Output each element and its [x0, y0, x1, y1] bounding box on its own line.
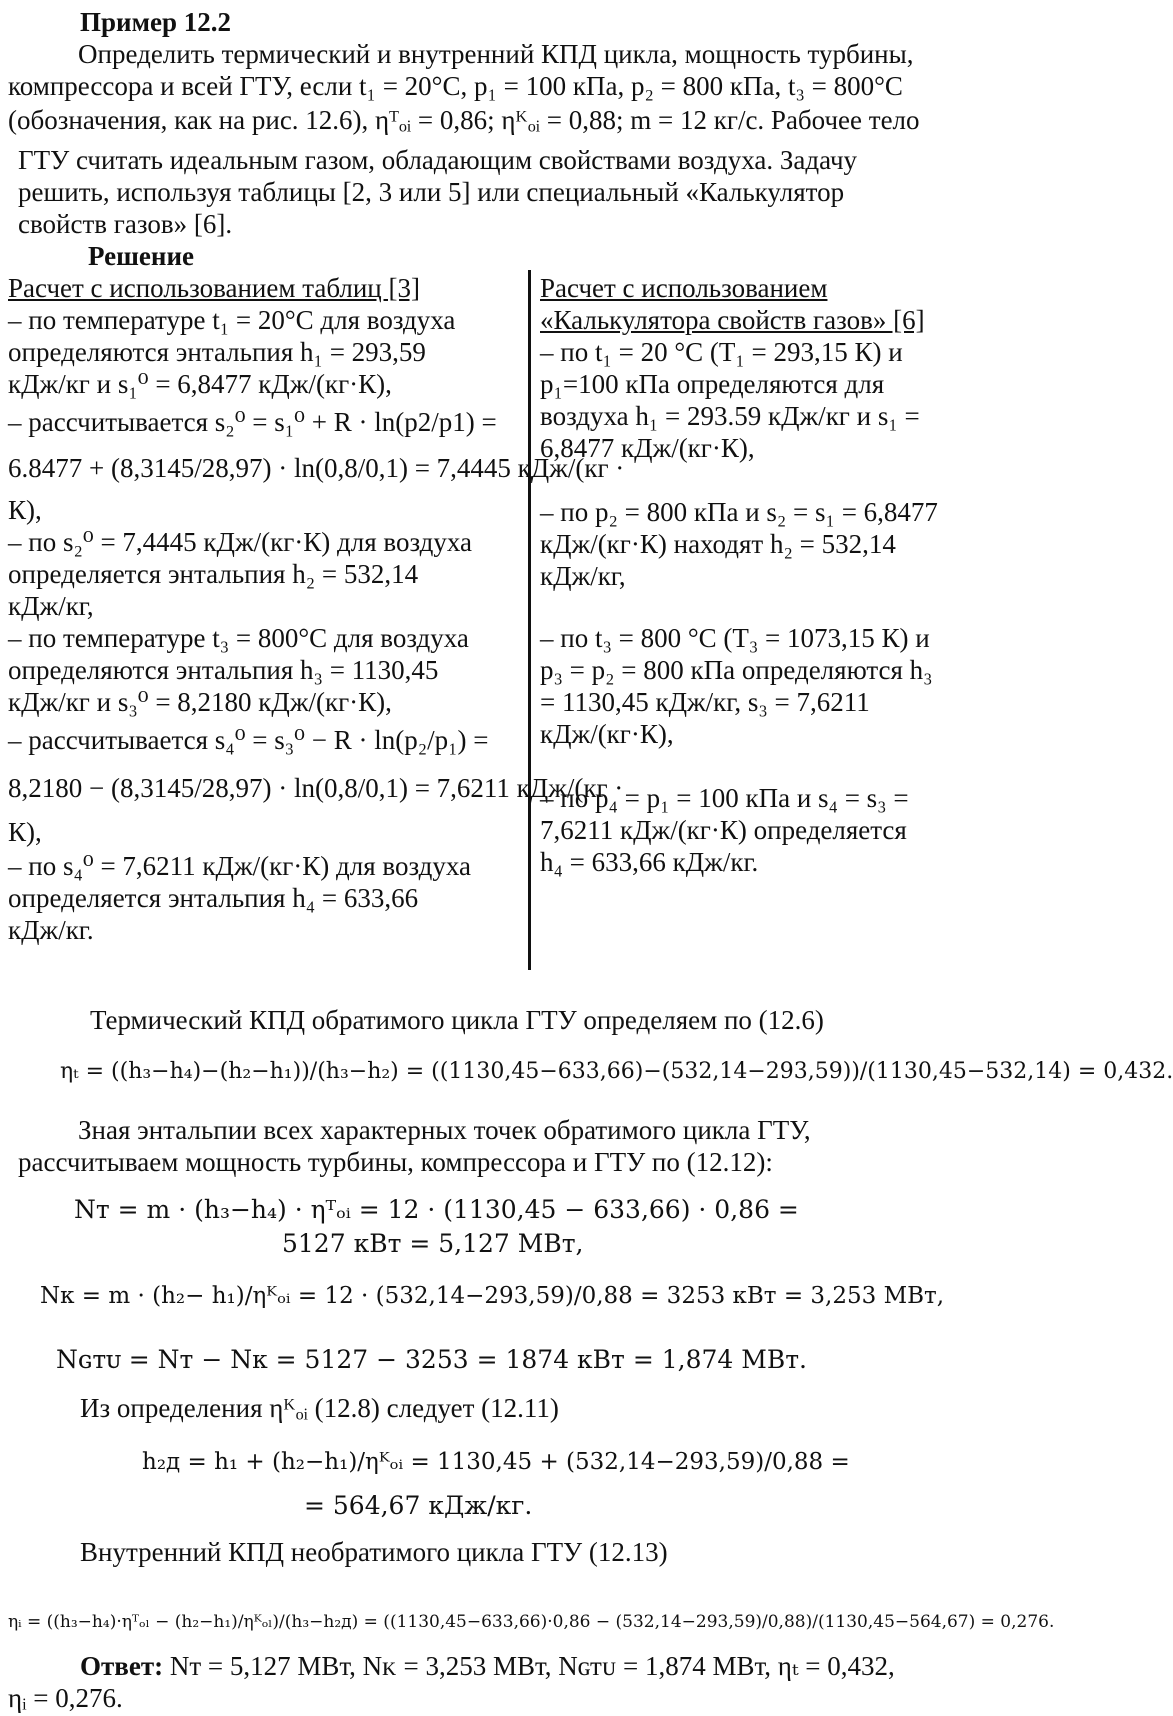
left-line: К), — [8, 495, 42, 525]
left-line: кДж/кг, — [8, 591, 94, 621]
statement-line-3: (обозначения, как на рис. 12.6), ηᵀₒᵢ = 0,86; ηᴷₒᵢ = 0,88; m = 12 кг/с. Рабочее тело — [8, 105, 920, 135]
right-line: p₁=100 кПа определяются для — [540, 369, 885, 399]
right-column-heading-1: Расчет с использованием — [540, 273, 828, 303]
solution-heading: Решение — [88, 241, 194, 271]
left-line: 8,2180 − (8,3145/28,97) · ln(0,8/0,1) = 7,6211 кДж/(кг · — [8, 773, 624, 803]
left-line: – рассчитывается s₂⁰ = s₁⁰ + R · ln(p2/p1) = — [8, 407, 497, 437]
statement-line-1: Определить термический и внутренний КПД цикла, мощность турбины, — [78, 39, 914, 69]
eta-t-formula: ηₜ = ((h₃−h₄)−(h₂−h₁))/(h₃−h₂) = ((1130,45−633,66)−(532,14−293,59))/(1130,45−532,14) = 0,432. — [60, 1059, 1173, 1084]
right-line: – по t₁ = 20 °С (T₁ = 293,15 К) и — [540, 337, 903, 367]
left-line: определяются энтальпия h₁ = 293,59 — [8, 337, 426, 367]
answer-values: Nᴛ = 5,127 МВт, Nᴋ = 3,253 МВт, Nɢᴛᴜ = 1,874 МВт, ηₜ = 0,432, — [169, 1651, 895, 1681]
right-line: – по t₃ = 800 °С (T₃ = 1073,15 К) и — [540, 623, 930, 653]
right-line: 6,8477 кДж/(кг·К), — [540, 433, 755, 463]
statement-line-6: свойств газов» [6]. — [18, 209, 233, 239]
statement-line-2: компрессора и всей ГТУ, если t₁ = 20°С, p₁ = 100 кПа, p₂ = 800 кПа, t₃ = 800°С — [8, 71, 903, 101]
h2d-formula: h₂д = h₁ + (h₂−h₁)/ηᴷₒᵢ = 1130,45 + (532,14−293,59)/0,88 = — [142, 1449, 850, 1475]
power-intro-1: Зная энтальпии всех характерных точек обратимого цикла ГТУ, — [78, 1115, 811, 1145]
answer-label: Ответ: — [80, 1651, 164, 1681]
answer-line-1 — [80, 1650, 895, 1682]
h2d-intro: Из определения ηᴷₒᵢ (12.8) следует (12.11) — [80, 1393, 559, 1423]
statement-line-4: ГТУ считать идеальным газом, обладающим свойствами воздуха. Задачу — [18, 145, 858, 175]
power-intro-2: рассчитываем мощность турбины, компрессора и ГТУ по (12.12): — [18, 1147, 773, 1177]
compressor-power-formula: Nᴋ = m · (h₂− h₁)/ηᴷₒᵢ = 12 · (532,14−293,59)/0,88 = 3253 кВт = 3,253 МВт, — [40, 1283, 945, 1309]
right-line: h₄ = 633,66 кДж/кг. — [540, 847, 759, 877]
left-line: кДж/кг и s₃⁰ = 8,2180 кДж/(кг·К), — [8, 687, 392, 717]
right-line: = 1130,45 кДж/кг, s₃ = 7,6211 — [540, 687, 870, 717]
right-line: воздуха h₁ = 293.59 кДж/кг и s₁ = — [540, 401, 920, 431]
left-line: – по температуре t₁ = 20°С для воздуха — [8, 305, 456, 335]
turbine-power-result: 5127 кВт = 5,127 МВт, — [282, 1229, 584, 1258]
h2d-result: = 564,67 кДж/кг. — [304, 1491, 533, 1520]
right-line: кДж/(кг·К) находят h₂ = 532,14 — [540, 529, 896, 559]
right-line: 7,6211 кДж/(кг·К) определяется — [540, 815, 907, 845]
right-line: p₃ = p₂ = 800 кПа определяются h₃ — [540, 655, 933, 685]
right-line: кДж/(кг·К), — [540, 719, 674, 749]
right-column-heading-2: «Калькулятора свойств газов» [6] — [540, 305, 925, 335]
thermal-efficiency-intro: Термический КПД обратимого цикла ГТУ определяем по (12.6) — [90, 1005, 824, 1035]
left-line: – по температуре t₃ = 800°С для воздуха — [8, 623, 469, 653]
answer-line-2: ηᵢ = 0,276. — [8, 1683, 123, 1713]
statement-line-5: решить, используя таблицы [2, 3 или 5] или специальный «Калькулятор — [18, 177, 845, 207]
right-line: кДж/кг, — [540, 561, 626, 591]
turbine-power-formula: Nᴛ = m · (h₃−h₄) · ηᵀₒᵢ = 12 · (1130,45 − 633,66) · 0,86 = — [74, 1195, 799, 1224]
left-line: определяются энтальпия h₃ = 1130,45 — [8, 655, 439, 685]
internal-efficiency-intro: Внутренний КПД необратимого цикла ГТУ (12.13) — [80, 1537, 668, 1567]
left-line: 6.8477 + (8,3145/28,97) · ln(0,8/0,1) = 7,4445 кДж/(кг · — [8, 453, 625, 483]
left-line: – по s₄⁰ = 7,6211 кДж/(кг·К) для воздуха — [8, 851, 472, 881]
left-line: – по s₂⁰ = 7,4445 кДж/(кг·К) для воздуха — [8, 527, 473, 557]
right-line: – по p₂ = 800 кПа и s₂ = s₁ = 6,8477 — [540, 497, 938, 527]
gtu-power-formula: Nɢᴛᴜ = Nᴛ − Nᴋ = 5127 − 3253 = 1874 кВт = 1,874 МВт. — [56, 1345, 807, 1374]
example-title: Пример 12.2 — [80, 7, 231, 37]
left-column-heading: Расчет с использованием таблиц [3] — [8, 273, 420, 303]
left-line: кДж/кг. — [8, 915, 94, 945]
right-line: – по p₄ = p₁ = 100 кПа и s₄ = s₃ = — [540, 783, 909, 813]
left-line: определяется энтальпия h₄ = 633,66 — [8, 883, 419, 913]
column-divider — [528, 270, 531, 970]
left-line: кДж/кг и s₁⁰ = 6,8477 кДж/(кг·К), — [8, 369, 392, 399]
left-line: определяется энтальпия h₂ = 532,14 — [8, 559, 419, 589]
left-line: К), — [8, 817, 42, 847]
left-line: – рассчитывается s₄⁰ = s₃⁰ − R · ln(p₂/p₁) = — [8, 725, 489, 755]
eta-i-formula: ηᵢ = ((h₃−h₄)·ηᵀₒₗ − (h₂−h₁)/ηᴷₒₗ)/(h₃−h₂д) = ((1130,45−633,66)·0,86 − (532,14−293,59)/0,88)/(1130,45−564,67) = 0,276. — [8, 1612, 1055, 1632]
